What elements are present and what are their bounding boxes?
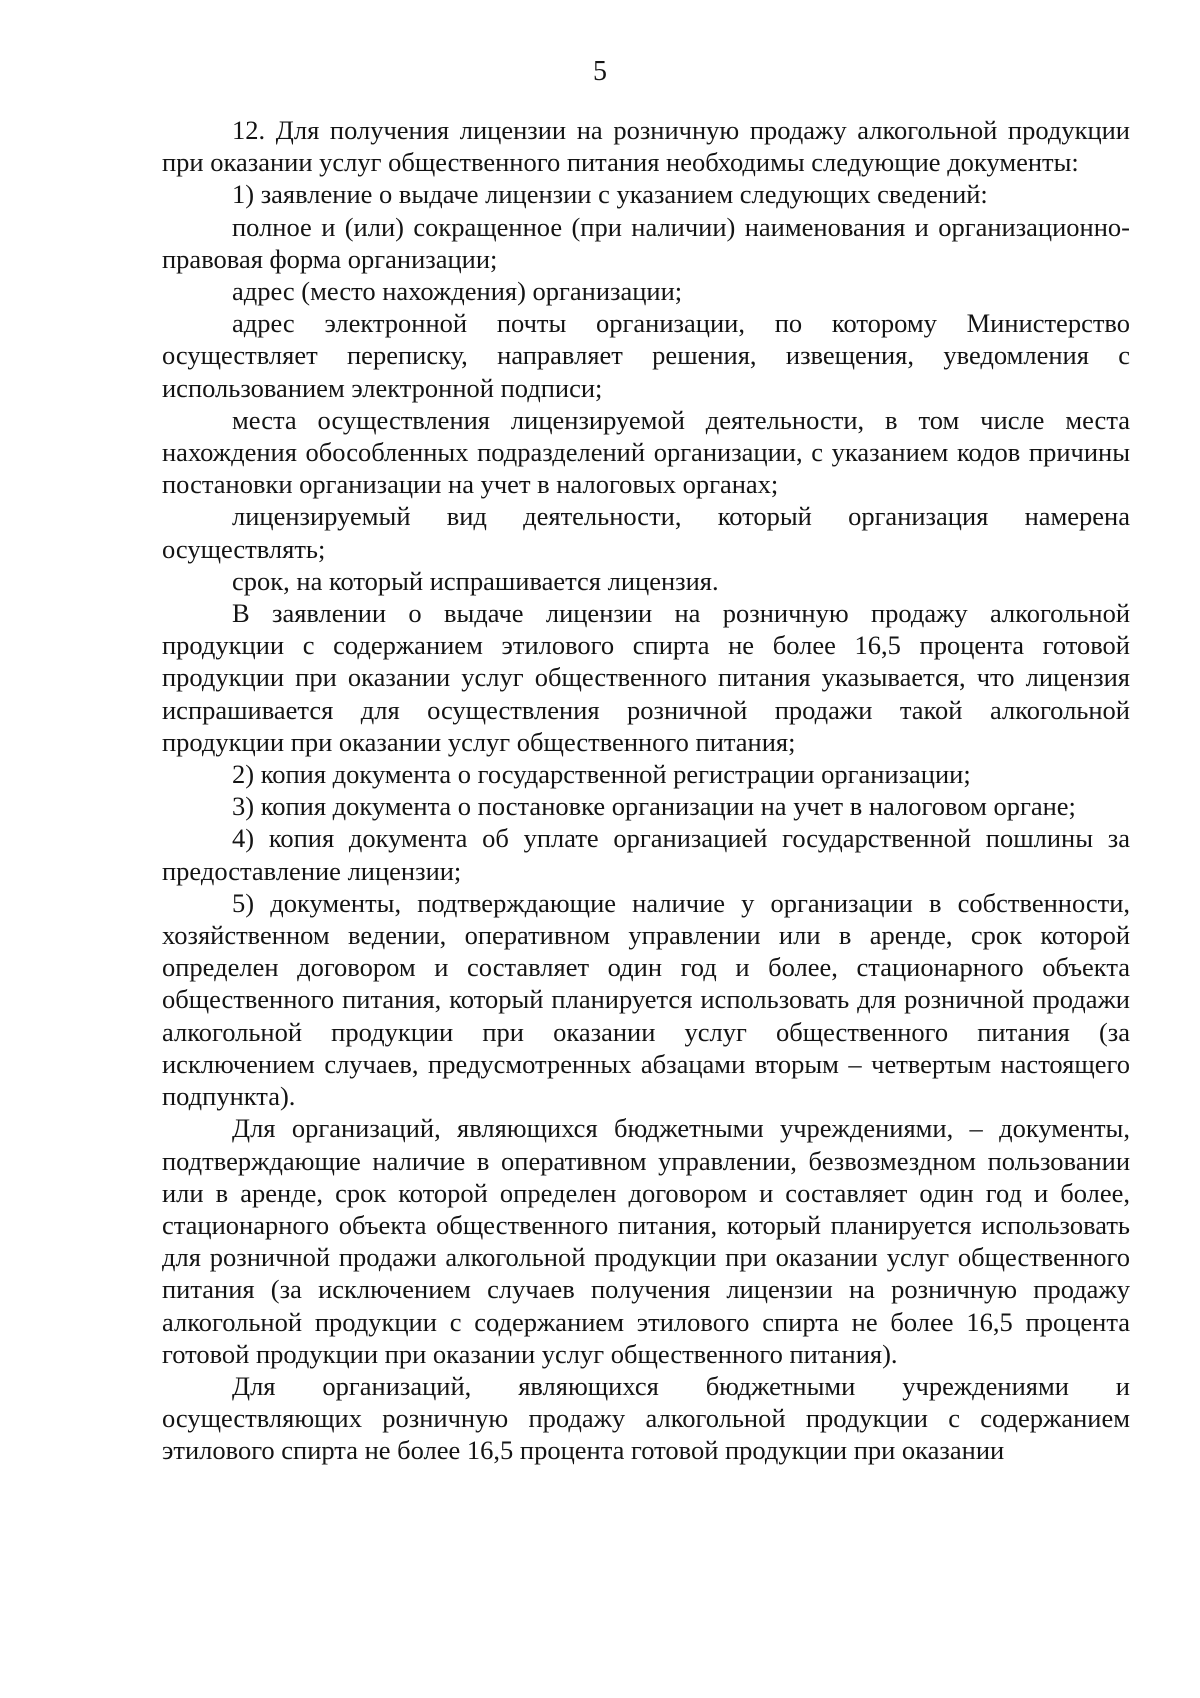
paragraph-ownership-documents: 5) документы, подтверждающие наличие у организации в собственности, хозяйственном ведении, оперативном управлении или в аренде, срок которой определен договором и составляет один год и более, стационарного объекта общественного питания, который планируется использовать для розничной продажи алкогольной продукции при оказании услуг общественного питания (за исключением случаев, предусмотренных абзацами вторым – четвертым настоящего подпункта). bbox=[162, 887, 1130, 1112]
paragraph-tax-registration-copy: 3) копия документа о постановке организации на учет в налоговом органе; bbox=[232, 791, 1076, 822]
paragraph-org-address: адрес (место нахождения) организации; bbox=[232, 276, 683, 307]
paragraph-state-duty-copy: 4) копия документа об уплате организацией государственной пошлины за предоставление лицензии; bbox=[162, 823, 1130, 886]
paragraph-email: адрес электронной почты организации, по которому Министерство осуществляет переписку, направляет решения, извещения, уведомления с использованием электронной подписи; bbox=[162, 308, 1130, 403]
paragraph-activity-places: места осуществления лицензируемой деятельности, в том числе места нахождения обособленных подразделений организации, с указанием кодов причины постановки организации на учет в налоговых органах; bbox=[162, 404, 1130, 500]
paragraph-registration-copy: 2) копия документа о государственной регистрации организации; bbox=[232, 759, 971, 790]
document-body bbox=[162, 114, 1130, 1467]
paragraph-budget-retail: Для организаций, являющихся бюджетными учреждениями и осуществляющих розничную продажу алкогольной продукции с содержанием этилового спирта не более 16,5 процента готовой продукции при оказании bbox=[162, 1370, 1130, 1466]
paragraph-activity-type: лицензируемый вид деятельности, который организация намерена осуществлять; bbox=[162, 501, 1130, 564]
paragraph-budget-organizations: Для организаций, являющихся бюджетными учреждениями, – документы, подтверждающие наличие в оперативном управлении, безвозмездном пользовании или в аренде, срок которой определен договором и составляет один год и более, стационарного объекта общественного питания, который планируется использовать для розничной продажи алкогольной продукции при оказании услуг общественного питания (за исключением случаев получения лицензии на розничную продажу алкогольной продукции с содержанием этилового спирта не более 16,5 процента готовой продукции при оказании услуг общественного питания). bbox=[162, 1113, 1130, 1369]
paragraph-license-term: срок, на который испрашивается лицензия. bbox=[232, 565, 719, 596]
paragraph-item-12-intro: 12. Для получения лицензии на розничную продажу алкогольной продукции при оказании услуг общественного питания необходимы следующие документы: bbox=[162, 115, 1130, 178]
page-number: 5 bbox=[593, 56, 607, 87]
paragraph-application: 1) заявление о выдаче лицензии с указанием следующих сведений: bbox=[232, 179, 988, 210]
paragraph-application-note: В заявлении о выдаче лицензии на розничную продажу алкогольной продукции с содержанием этилового спирта не более 16,5 процента готовой продукции при оказании услуг общественного питания указывается, что лицензия испрашивается для осуществления розничной продажи такой алкогольной продукции при оказании услуг общественного питания; bbox=[162, 598, 1130, 757]
paragraph-org-name: полное и (или) сокращенное (при наличии) наименования и организационно-правовая форма организации; bbox=[162, 211, 1130, 274]
